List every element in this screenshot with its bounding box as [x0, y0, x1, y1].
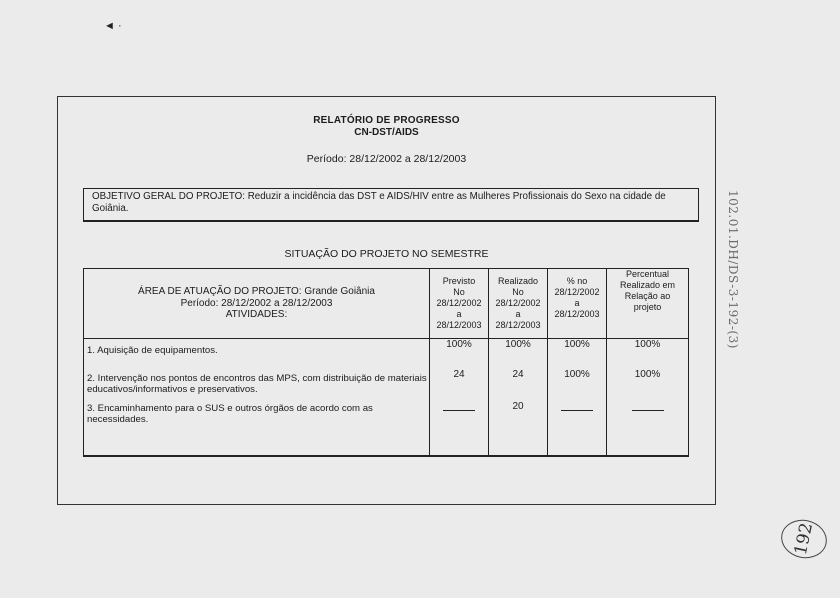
percentual-cell: 100% — [607, 357, 689, 395]
percentual-cell: 100% — [607, 339, 689, 357]
table-row — [84, 357, 689, 395]
progress-table — [83, 268, 689, 457]
page-number-stamp: 192 — [778, 516, 831, 563]
blank-dash — [632, 409, 664, 411]
scan-speck: ◄ · — [104, 20, 122, 32]
pct-cell: 100% — [548, 357, 607, 395]
area-header — [84, 269, 430, 339]
area-activities: ATIVIDADES: — [225, 309, 288, 321]
area-title: ÁREA DE ATUAÇÃO DO PROJETO: Grande Goiânia — [138, 286, 375, 298]
activity-cell: 3. Encaminhamento para o SUS e outros órgãos de acordo com as necessidades. — [87, 402, 373, 425]
table-row — [84, 395, 689, 456]
activity-cell: 1. Aquisição de equipamentos. — [87, 345, 218, 356]
col-realizado: Realizado No 28/12/2002 a 28/12/2003 — [489, 269, 548, 339]
blank-dash — [443, 409, 475, 411]
col-percentual: Percentual Realizado em Relação ao projeto — [607, 269, 689, 339]
side-handwritten-note: 102.01.DH/DS-3-192-(3) — [726, 190, 740, 349]
situation-title: SITUAÇÃO DO PROJETO NO SEMESTRE — [284, 248, 489, 260]
previsto-cell: 24 — [430, 357, 489, 395]
table-row — [84, 339, 689, 357]
report-title: RELATÓRIO DE PROGRESSO — [313, 115, 460, 126]
report-subtitle: CN-DST/AIDS — [354, 127, 419, 138]
percentual-cell — [607, 395, 689, 456]
table-header-row — [84, 269, 689, 339]
previsto-cell: 100% — [430, 339, 489, 357]
area-period: Período: 28/12/2002 a 28/12/2003 — [180, 297, 333, 309]
objective-text: OBJETIVO GERAL DO PROJETO: Reduzir a incidência das DST e AIDS/HIV entre as Mulheres Profissionais do Sexo na cidade de Goiânia. — [92, 191, 666, 214]
blank-dash — [561, 409, 593, 411]
activity-cell: 2. Intervenção nos pontos de encontros das MPS, com distribuição de materiais educativos/informativos e preservativos. — [87, 372, 427, 395]
report-period: Período: 28/12/2002 a 28/12/2003 — [306, 153, 467, 165]
pct-cell: 100% — [548, 339, 607, 357]
realizado-cell: 20 — [489, 395, 548, 456]
pct-cell — [548, 395, 607, 456]
realizado-cell: 100% — [489, 339, 548, 357]
previsto-cell — [430, 395, 489, 456]
objective-box — [83, 188, 699, 222]
report-frame — [57, 96, 716, 505]
realizado-cell: 24 — [489, 357, 548, 395]
col-previsto: Previsto No 28/12/2002 a 28/12/2003 — [430, 269, 489, 339]
col-pct: % no 28/12/2002 a 28/12/2003 — [548, 269, 607, 339]
